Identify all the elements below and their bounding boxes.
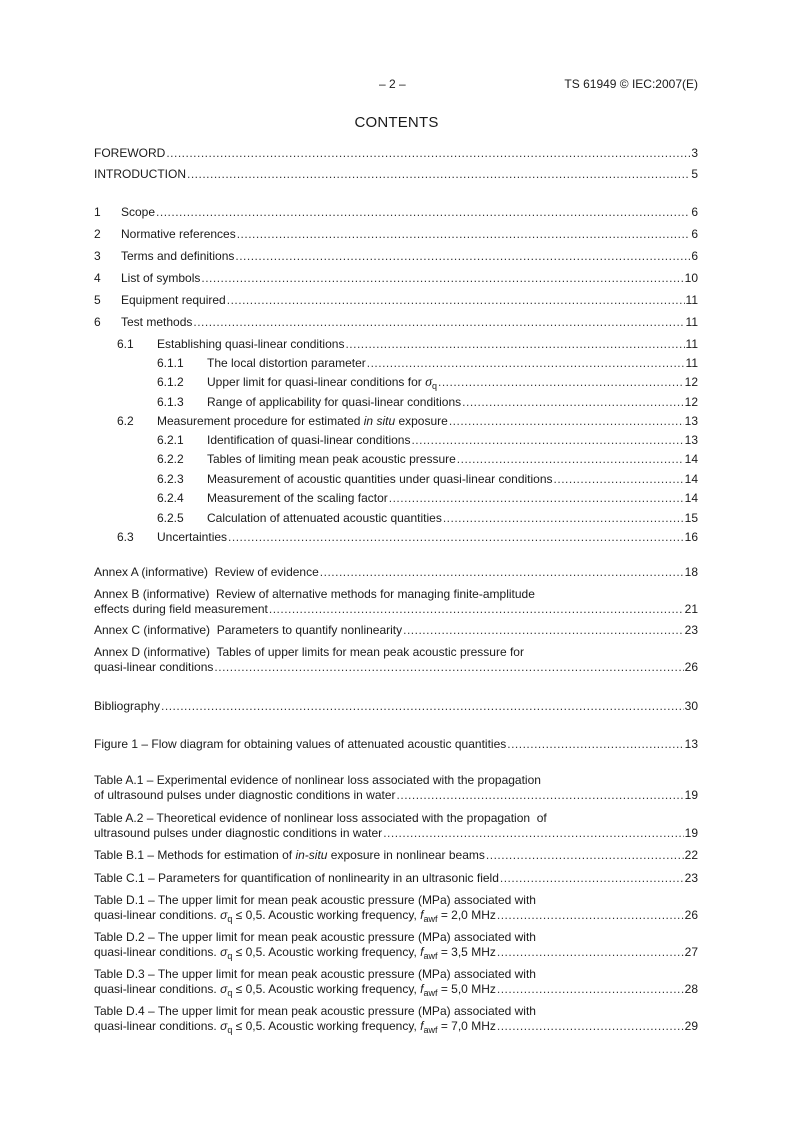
dot-leader: [345, 337, 684, 352]
dot-leader: [449, 414, 684, 429]
page-ref: 13: [684, 737, 698, 751]
page-ref: 30: [684, 699, 698, 713]
toc-entry-introduction[interactable]: INTRODUCTION ..... 5: [94, 167, 698, 182]
toc-entry-bibliography[interactable]: Bibliography ..... 30: [94, 699, 698, 714]
dot-leader: [237, 227, 691, 242]
dot-leader: [214, 660, 683, 675]
toc-entry-annex-d[interactable]: Annex D (informative) Tables of upper limits for mean peak acoustic pressure for quasi-linear conditions ..... 26: [94, 645, 698, 675]
page-ref: 14: [684, 472, 698, 486]
dot-leader: [411, 433, 683, 448]
page-ref: 29: [684, 1019, 698, 1033]
page-ref: 23: [684, 623, 698, 637]
toc-entry-table-d4[interactable]: Table D.4 – The upper limit for mean peak acoustic pressure (MPa) associated with quasi-linear conditions. $\sigma_q \le 0,5$. Acoustic working frequency, $f_{awf} = 7,0$ MHz ..... 29: [94, 1004, 698, 1034]
dot-leader: [367, 356, 685, 371]
toc-entry-annex-c[interactable]: Annex C (informative) Parameters to quantify nonlinearity ..... 23: [94, 623, 698, 638]
dot-leader: [235, 249, 690, 264]
toc-entry-clause-5[interactable]: 5 Equipment required ..... 11: [94, 293, 698, 308]
toc-entry-table-a2[interactable]: Table A.2 – Theoretical evidence of nonlinear loss associated with the propagation of ultrasound pulses under diagnostic conditions in water ..... 19: [94, 811, 698, 841]
page-ref: 26: [684, 908, 698, 922]
page-ref: 27: [684, 945, 698, 959]
dot-leader: [269, 602, 684, 617]
page-ref: 19: [684, 788, 698, 802]
toc-entry-table-b1[interactable]: Table B.1 – Methods for estimation of in-situ exposure in nonlinear beams ..... 22: [94, 848, 698, 863]
toc-entry-clause-4[interactable]: 4 List of symbols ..... 10: [94, 271, 698, 286]
page-ref: 11: [685, 315, 698, 329]
dot-leader: [187, 167, 690, 182]
page-ref: 6: [691, 249, 698, 263]
page-ref: 6: [691, 205, 698, 219]
dot-leader: [161, 699, 684, 714]
dot-leader: [443, 511, 684, 526]
page-ref: 14: [684, 452, 698, 466]
dot-leader: [497, 1019, 684, 1034]
toc-entry-6-1-3[interactable]: 6.1.3 Range of applicability for quasi-linear conditions ..... 12: [157, 395, 698, 410]
toc-entry-6-2-5[interactable]: 6.2.5 Calculation of attenuated acoustic quantities ..... 15: [157, 511, 698, 526]
dot-leader: [507, 737, 683, 752]
document-reference: TS 61949 © IEC:2007(E): [564, 77, 698, 91]
dot-leader: [228, 530, 684, 545]
toc-entry-table-d1[interactable]: Table D.1 – The upper limit for mean peak acoustic pressure (MPa) associated with quasi-linear conditions. $\sigma_q \le 0,5$. Acoustic working frequency, $f_{awf} = 2,0$ MHz ..... 26: [94, 893, 698, 923]
page-ref: 22: [684, 848, 698, 862]
dot-leader: [497, 945, 684, 960]
page-ref: 3: [691, 146, 698, 160]
dot-leader: [389, 491, 684, 506]
toc-entry-annex-b[interactable]: Annex B (informative) Review of alternative methods for managing finite-amplitude effects during field measurement ..... 21: [94, 587, 698, 617]
toc-entry-table-c1[interactable]: Table C.1 – Parameters for quantification of nonlinearity in an ultrasonic field ..... 23: [94, 871, 698, 886]
page-ref: 13: [684, 433, 698, 447]
sigma-symbol: σ: [220, 945, 228, 959]
page-ref: 15: [684, 511, 698, 525]
toc-entry-6-2-2[interactable]: 6.2.2 Tables of limiting mean peak acoustic pressure ..... 14: [157, 452, 698, 467]
toc-entry-6-3[interactable]: 6.3 Uncertainties ..... 16: [117, 530, 698, 545]
toc-entry-6-2-1[interactable]: 6.2.1 Identification of quasi-linear conditions ..... 13: [157, 433, 698, 448]
dot-leader: [166, 146, 690, 161]
dot-leader: [486, 848, 684, 863]
page-ref: 21: [684, 602, 698, 616]
dot-leader: [320, 565, 684, 580]
toc-entry-clause-2[interactable]: 2 Normative references ..... 6: [94, 227, 698, 242]
page-ref: 26: [684, 660, 698, 674]
sigma-symbol: σ: [220, 908, 228, 922]
page-number: – 2 –: [379, 77, 406, 91]
toc-entry-6-2[interactable]: 6.2 Measurement procedure for estimated in situ exposure ..... 13: [117, 414, 698, 429]
dot-leader: [457, 452, 684, 467]
page-ref: 5: [691, 167, 698, 181]
dot-leader: [193, 315, 684, 330]
page-ref: 11: [685, 293, 698, 307]
page-ref: 10: [684, 271, 698, 285]
dot-leader: [497, 908, 684, 923]
page-ref: 13: [684, 414, 698, 428]
toc-entry-clause-3[interactable]: 3 Terms and definitions ..... 6: [94, 249, 698, 264]
sigma-symbol: σ: [220, 1019, 228, 1033]
toc-entry-table-a1[interactable]: Table A.1 – Experimental evidence of nonlinear loss associated with the propagation of ultrasound pulses under diagnostic conditions in water ..... 19: [94, 773, 698, 803]
toc-entry-table-d3[interactable]: Table D.3 – The upper limit for mean peak acoustic pressure (MPa) associated with quasi-linear conditions. $\sigma_q \le 0,5$. Acoustic working frequency, $f_{awf} = 5,0$ MHz ..... 28: [94, 967, 698, 997]
toc-entry-clause-6[interactable]: 6 Test methods ..... 11: [94, 315, 698, 330]
dot-leader: [497, 982, 684, 997]
sigma-symbol: σ: [425, 375, 432, 390]
dot-leader: [438, 375, 684, 390]
dot-leader: [462, 395, 683, 410]
toc-entry-6-1[interactable]: 6.1 Establishing quasi-linear conditions ..... 11: [117, 337, 698, 352]
page-ref: 28: [684, 982, 698, 996]
page-ref: 12: [684, 395, 698, 409]
toc-entry-foreword[interactable]: FOREWORD ..... 3: [94, 146, 698, 161]
sigma-symbol: σ: [220, 982, 228, 996]
page-title: CONTENTS: [354, 114, 439, 131]
toc-entry-table-d2[interactable]: Table D.2 – The upper limit for mean peak acoustic pressure (MPa) associated with quasi-linear conditions. $\sigma_q \le 0,5$. Acoustic working frequency, $f_{awf} = 3,5$ MHz ..... 27: [94, 930, 698, 960]
dot-leader: [403, 623, 684, 638]
toc-entry-6-1-2[interactable]: 6.1.2 Upper limit for quasi-linear conditions for $\sigma_q$ ..... 12: [157, 375, 698, 390]
page-ref: 23: [684, 871, 698, 885]
dot-leader: [227, 293, 685, 308]
page-ref: 11: [685, 356, 698, 370]
dot-leader: [383, 826, 683, 841]
toc-entry-6-2-3[interactable]: 6.2.3 Measurement of acoustic quantities under quasi-linear conditions ..... 14: [157, 472, 698, 487]
page-ref: 16: [684, 530, 698, 544]
page-ref: 11: [685, 337, 698, 351]
page-ref: 19: [684, 826, 698, 840]
dot-leader: [397, 788, 684, 803]
toc-entry-6-2-4[interactable]: 6.2.4 Measurement of the scaling factor ..... 14: [157, 491, 698, 506]
toc-entry-figure-1[interactable]: Figure 1 – Flow diagram for obtaining values of attenuated acoustic quantities ..... 13: [94, 737, 698, 752]
page-ref: 18: [684, 565, 698, 579]
toc-entry-6-1-1[interactable]: 6.1.1 The local distortion parameter ..... 11: [157, 356, 698, 371]
page-ref: 14: [684, 491, 698, 505]
dot-leader: [156, 205, 690, 220]
page-ref: 12: [684, 375, 698, 389]
toc-entry-annex-a[interactable]: Annex A (informative) Review of evidence ..... 18: [94, 565, 698, 580]
dot-leader: [500, 871, 684, 886]
toc-entry-clause-1[interactable]: 1 Scope ..... 6: [94, 205, 698, 220]
dot-leader: [554, 472, 684, 487]
dot-leader: [201, 271, 683, 286]
page-ref: 6: [691, 227, 698, 241]
